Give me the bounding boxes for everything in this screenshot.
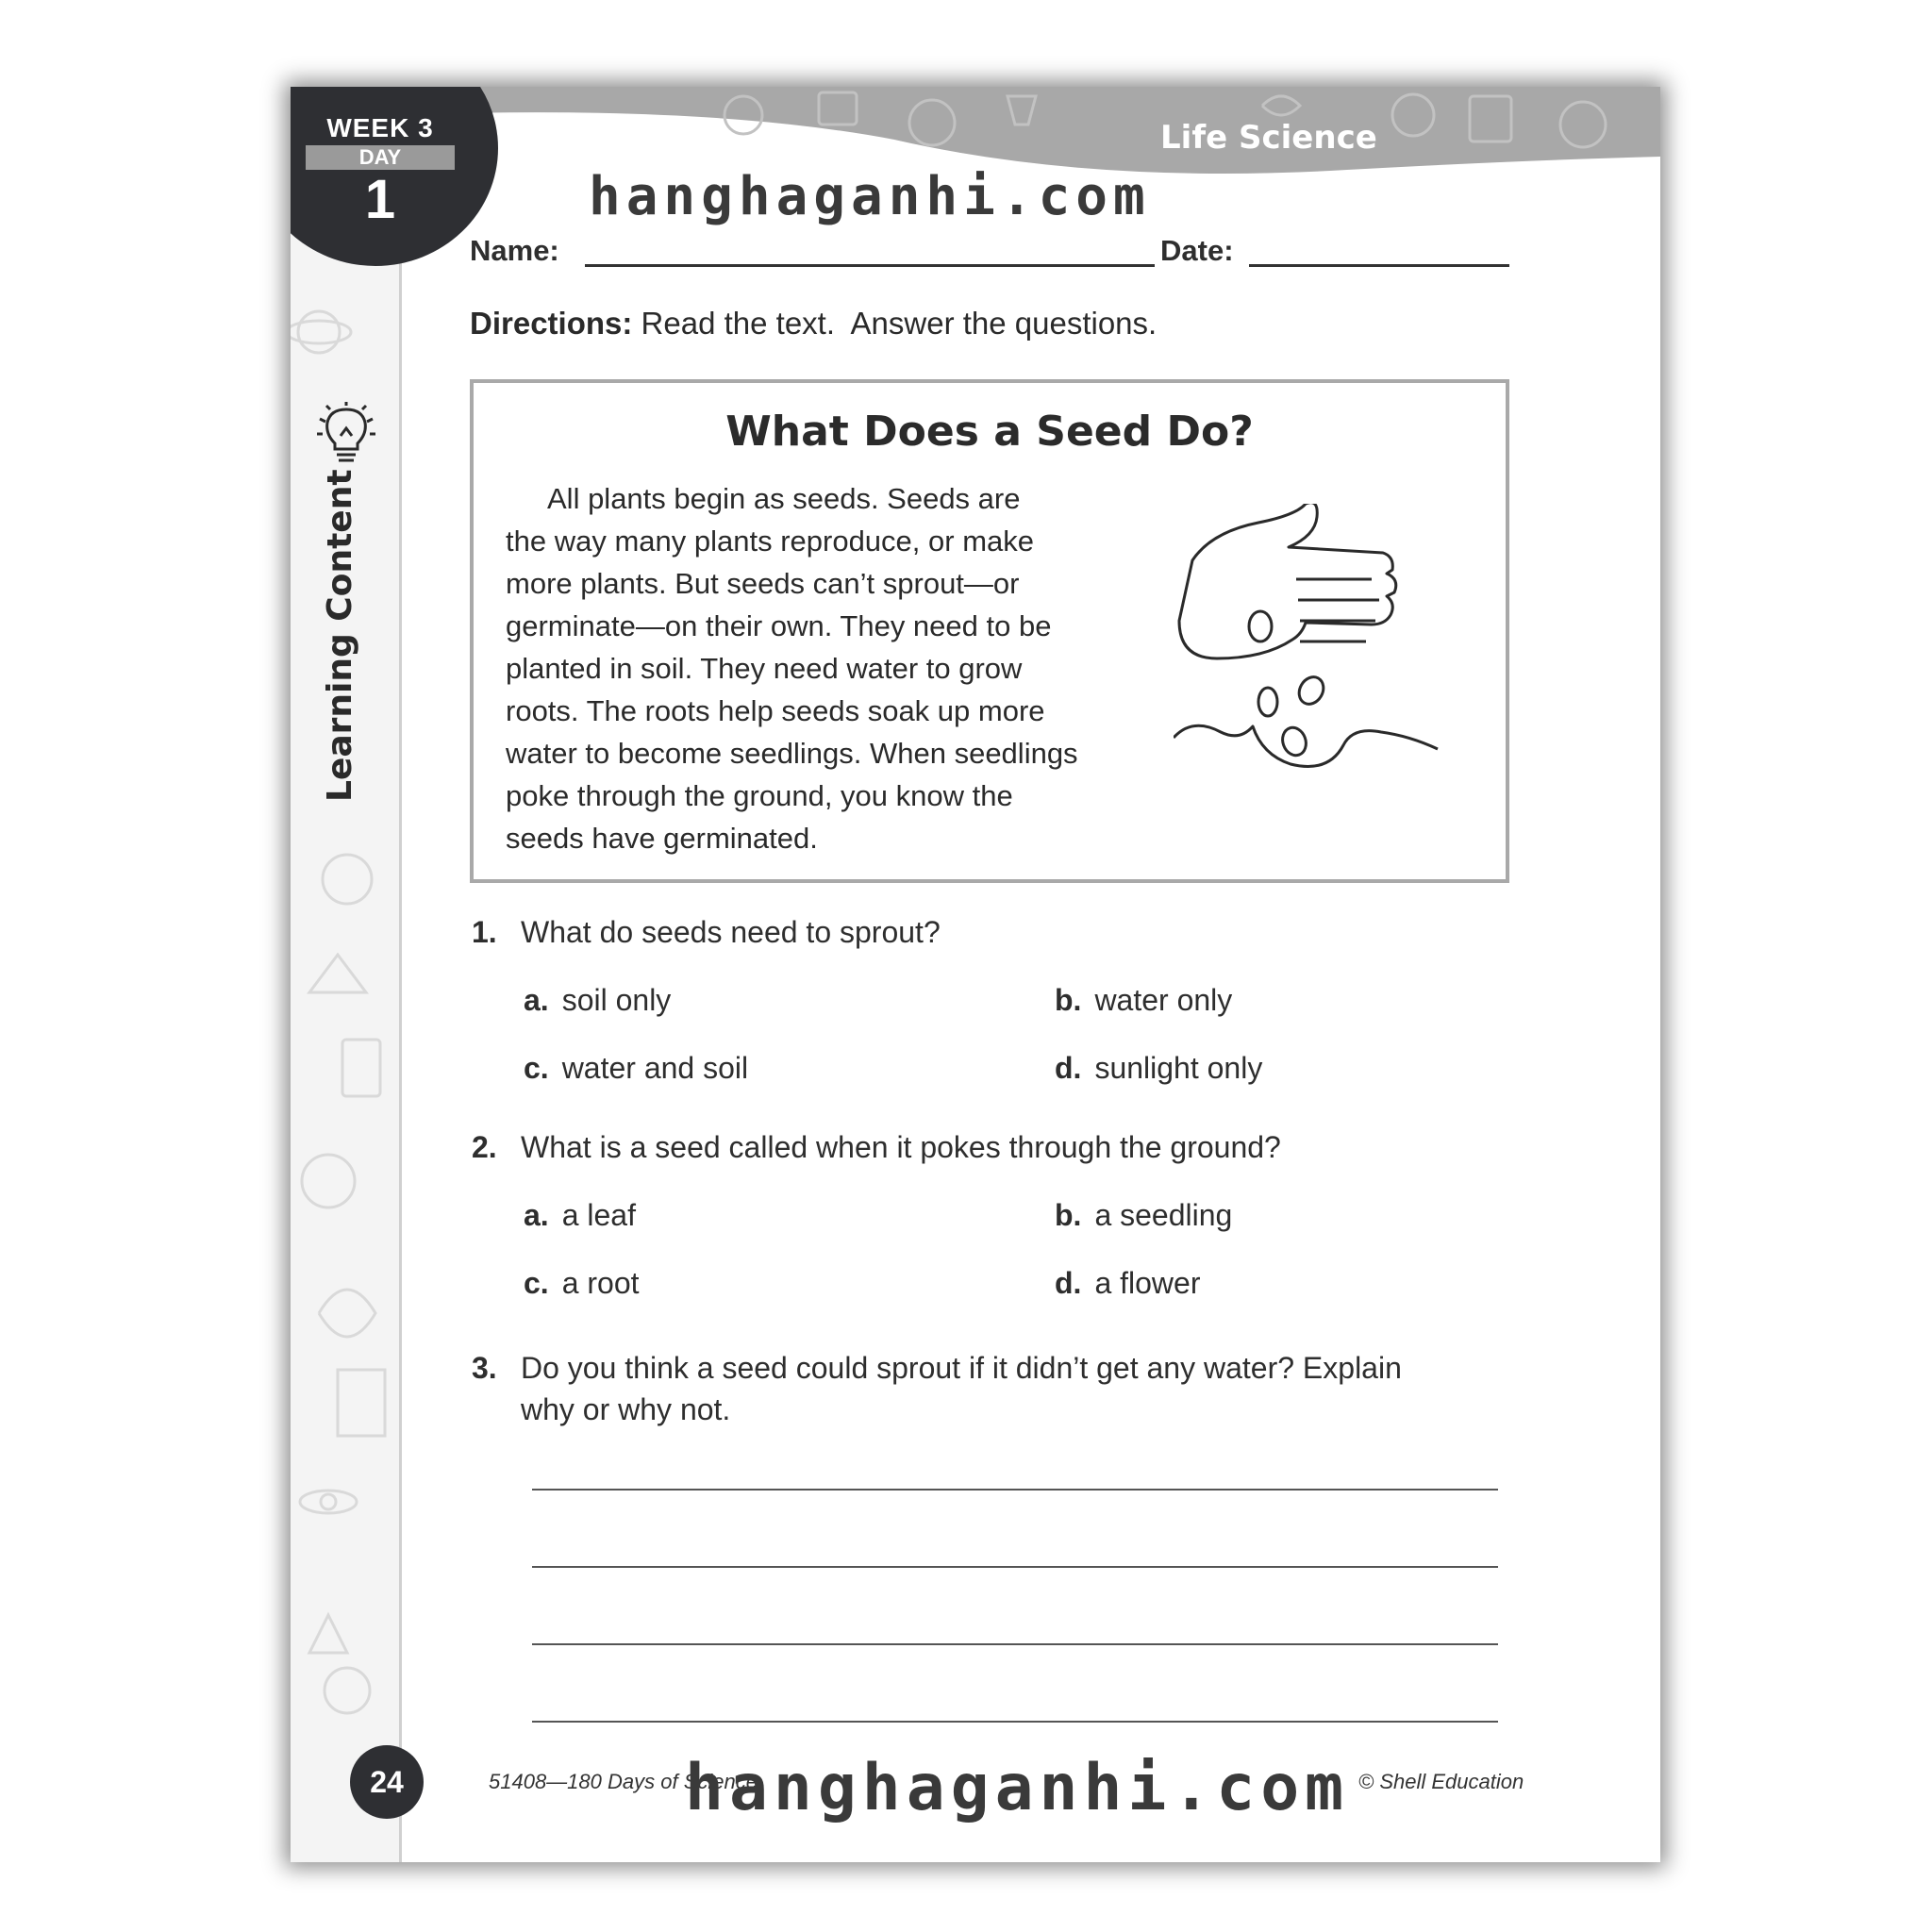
day-number: 1: [364, 169, 396, 230]
option-letter: d.: [1055, 1051, 1082, 1085]
answer-line[interactable]: [532, 1489, 1498, 1491]
answer-line[interactable]: [532, 1721, 1498, 1723]
option-letter: a.: [524, 1198, 549, 1232]
option-letter: d.: [1055, 1266, 1082, 1300]
worksheet-page: [291, 87, 1660, 1862]
option-text: water only: [1094, 983, 1233, 1017]
passage-line: All plants begin as seeds. Seeds are: [547, 482, 1021, 515]
page-number: 24: [350, 1745, 424, 1819]
question-text: What do seeds need to sprout?: [521, 915, 941, 949]
passage-box: [470, 379, 1509, 883]
sidebar-label: Learning Content: [321, 469, 359, 802]
sidebar-doodle-pattern: [291, 87, 399, 1862]
q2-option-b[interactable]: [1055, 1198, 1232, 1233]
q2-option-a[interactable]: [524, 1198, 636, 1233]
name-date-row: [470, 234, 559, 268]
directions: [470, 306, 1157, 341]
option-text: a seedling: [1094, 1198, 1233, 1232]
q2-option-c[interactable]: [524, 1266, 640, 1301]
name-label: Name:: [470, 234, 559, 267]
q2-option-d[interactable]: [1055, 1266, 1200, 1301]
q1-option-d[interactable]: [1055, 1051, 1262, 1086]
passage-line: roots. The roots help seeds soak up more: [506, 694, 1045, 727]
footer-copyright: © Shell Education: [1358, 1770, 1524, 1793]
question-number: 3.: [472, 1351, 497, 1385]
question-2: [472, 1130, 1281, 1165]
name-field[interactable]: [585, 264, 1155, 267]
question-1: [472, 915, 941, 950]
passage-line: seeds have germinated.: [506, 822, 818, 855]
question-number: 1.: [472, 915, 497, 949]
week-day-text: [300, 113, 460, 230]
q1-option-b[interactable]: [1055, 983, 1232, 1018]
directions-label: Directions:: [470, 306, 633, 341]
watermark-top: hanghaganhi.com: [589, 166, 1151, 227]
passage-text: [506, 477, 1166, 859]
option-text: a root: [561, 1266, 640, 1300]
sidebar: [291, 87, 402, 1862]
answer-line[interactable]: [532, 1566, 1498, 1568]
option-letter: c.: [524, 1266, 549, 1300]
passage-line: more plants. But seeds can’t sprout—or: [506, 567, 1020, 600]
question-text-cont: why or why not.: [521, 1392, 731, 1426]
option-text: soil only: [561, 983, 672, 1017]
passage-line: poke through the ground, you know the: [506, 779, 1013, 812]
option-text: sunlight only: [1094, 1051, 1263, 1085]
question-text: What is a seed called when it pokes through the ground?: [521, 1130, 1281, 1164]
option-letter: c.: [524, 1051, 549, 1085]
lightbulb-icon: [315, 402, 377, 468]
question-3: [472, 1347, 1402, 1430]
week-label: WEEK 3: [326, 113, 434, 142]
date-label-wrap: [1160, 234, 1234, 268]
passage-line: germinate—on their own. They need to be: [506, 609, 1052, 642]
passage-line: water to become seedlings. When seedlings: [506, 737, 1078, 770]
question-number: 2.: [472, 1130, 497, 1164]
date-field[interactable]: [1249, 264, 1509, 267]
option-letter: a.: [524, 983, 549, 1017]
answer-line[interactable]: [532, 1643, 1498, 1645]
option-letter: b.: [1055, 983, 1082, 1017]
directions-text: Read the text. Answer the questions.: [632, 306, 1158, 341]
passage-line: planted in soil. They need water to grow: [506, 652, 1023, 685]
subject-label: Life Science: [1160, 119, 1377, 157]
watermark-bottom: hanghaganhi.com: [685, 1751, 1350, 1825]
footer-book-id: 51408—180 Days of Science: [489, 1770, 758, 1793]
passage-title: What Does a Seed Do?: [725, 408, 1254, 456]
date-label: Date:: [1160, 234, 1234, 267]
option-letter: b.: [1055, 1198, 1082, 1232]
q1-option-a[interactable]: [524, 983, 671, 1018]
question-text: Do you think a seed could sprout if it didn’t get any water? Explain: [521, 1351, 1402, 1385]
option-text: water and soil: [561, 1051, 749, 1085]
day-label: DAY: [306, 145, 455, 170]
option-text: a flower: [1094, 1266, 1201, 1300]
hand-dropping-seeds-icon: [1174, 504, 1447, 806]
option-text: a leaf: [561, 1198, 636, 1232]
q1-option-c[interactable]: [524, 1051, 748, 1086]
passage-line: the way many plants reproduce, or make: [506, 525, 1034, 558]
